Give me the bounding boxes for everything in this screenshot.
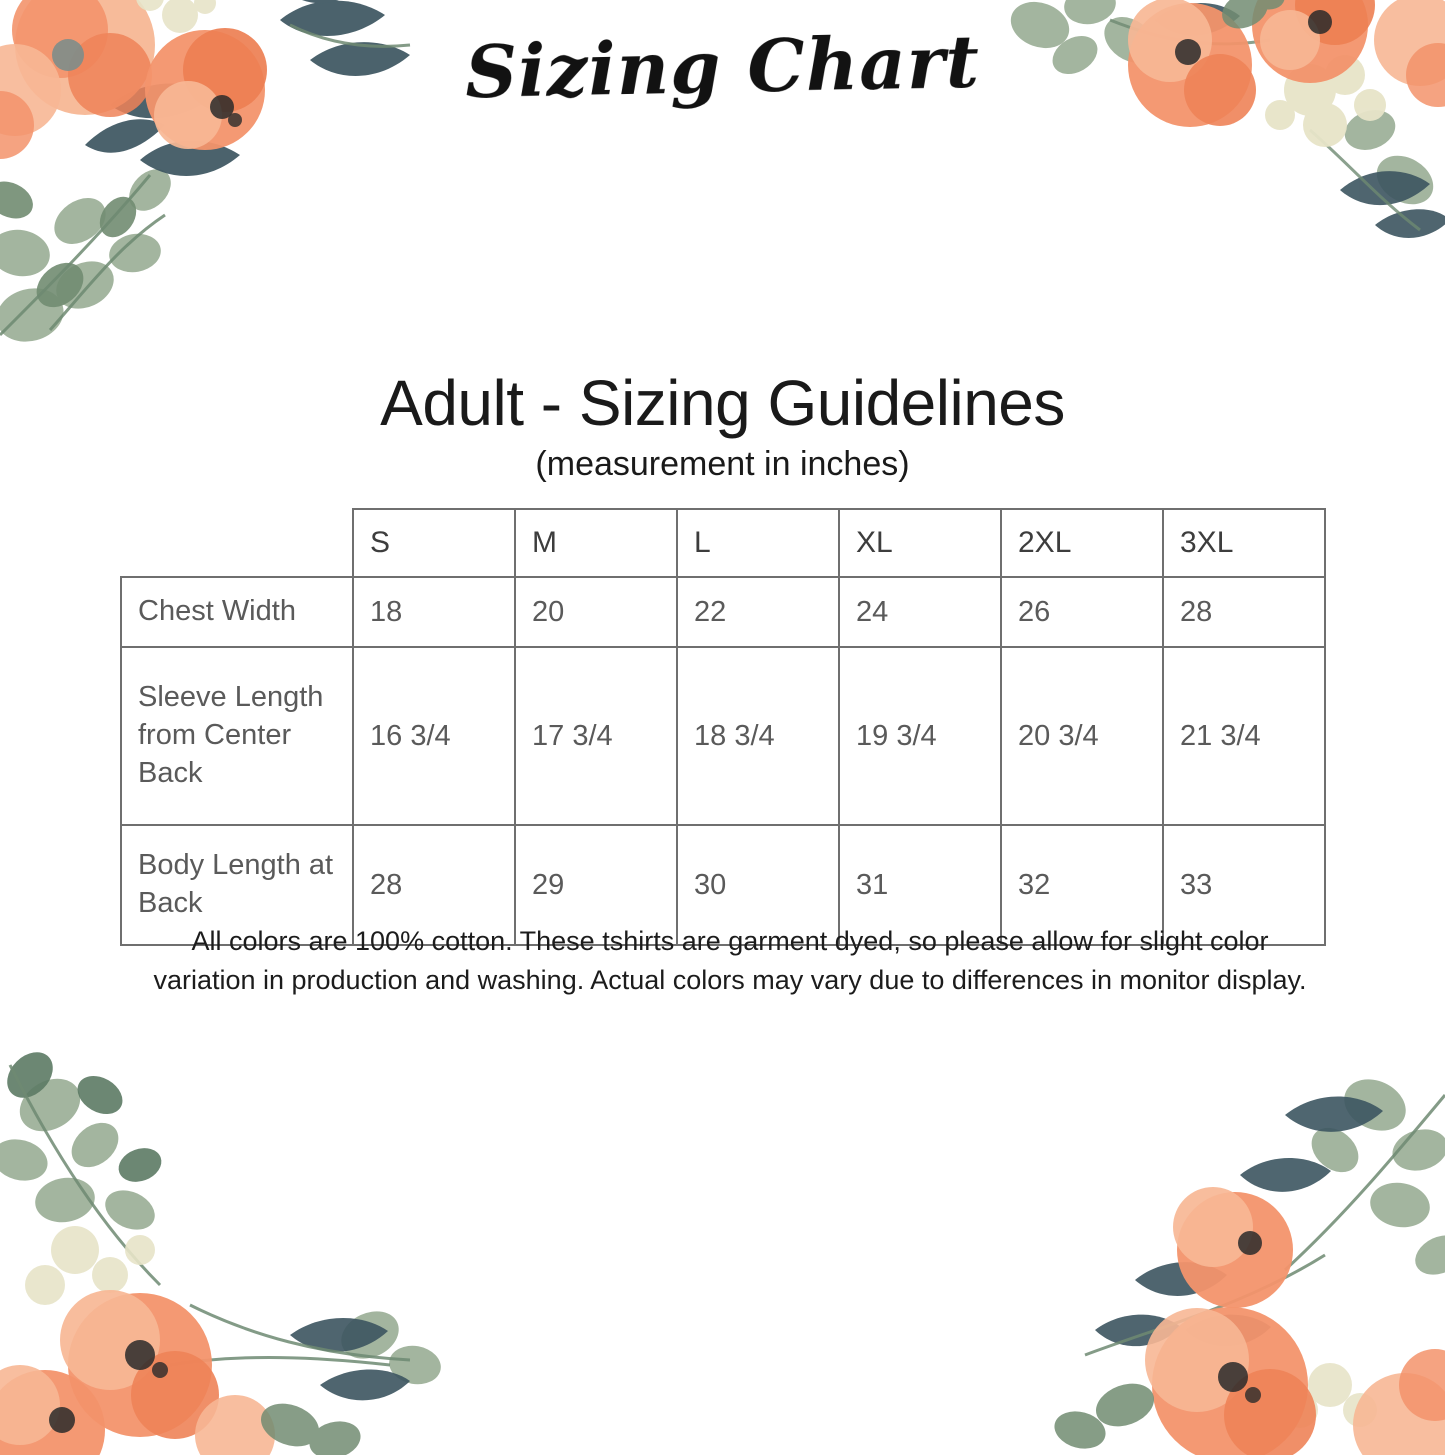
cell-chest-2xl: 26 <box>1001 577 1163 647</box>
cell-sleeve-2xl: 20 3/4 <box>1001 647 1163 825</box>
cell-chest-s: 18 <box>353 577 515 647</box>
cell-sleeve-m: 17 3/4 <box>515 647 677 825</box>
column-header-s: S <box>353 509 515 577</box>
cell-body-xl: 31 <box>839 825 1001 945</box>
cell-sleeve-3xl: 21 3/4 <box>1163 647 1325 825</box>
row-label-sleeve-length: Sleeve Length from Center Back <box>121 647 353 825</box>
sizing-table-wrapper <box>120 508 1326 946</box>
column-header-m: M <box>515 509 677 577</box>
row-label-chest-width: Chest Width <box>121 577 353 647</box>
table-header-row <box>121 509 1325 577</box>
cell-body-2xl: 32 <box>1001 825 1163 945</box>
cell-chest-xl: 24 <box>839 577 1001 647</box>
section-heading: Adult - Sizing Guidelines <box>380 367 1065 439</box>
cell-body-3xl: 33 <box>1163 825 1325 945</box>
cell-chest-3xl: 28 <box>1163 577 1325 647</box>
care-footnote: All colors are 100% cotton. These tshirts are garment dyed, so please allow for slight color variation in production and washing. Actual colors may vary due to differences in monitor display. <box>153 926 1307 996</box>
column-header-3xl: 3XL <box>1163 509 1325 577</box>
column-header-l: L <box>677 509 839 577</box>
table-row <box>121 647 1325 825</box>
cell-body-m: 29 <box>515 825 677 945</box>
page-title: Sizing Chart <box>464 18 981 115</box>
heading-block <box>0 367 1445 484</box>
cell-sleeve-l: 18 3/4 <box>677 647 839 825</box>
table-row <box>121 577 1325 647</box>
cell-chest-l: 22 <box>677 577 839 647</box>
floral-corner-bottom-left-icon <box>0 1035 490 1455</box>
cell-body-l: 30 <box>677 825 839 945</box>
sizing-table <box>120 508 1326 946</box>
row-label-body-length: Body Length at Back <box>121 825 353 945</box>
cell-body-s: 28 <box>353 825 515 945</box>
cell-chest-m: 20 <box>515 577 677 647</box>
cell-sleeve-xl: 19 3/4 <box>839 647 1001 825</box>
section-subheading: (measurement in inches) <box>535 445 910 484</box>
column-header-2xl: 2XL <box>1001 509 1163 577</box>
column-header-xl: XL <box>839 509 1001 577</box>
floral-corner-bottom-right-icon <box>985 1055 1445 1455</box>
cell-sleeve-s: 16 3/4 <box>353 647 515 825</box>
table-corner-cell <box>121 509 353 577</box>
